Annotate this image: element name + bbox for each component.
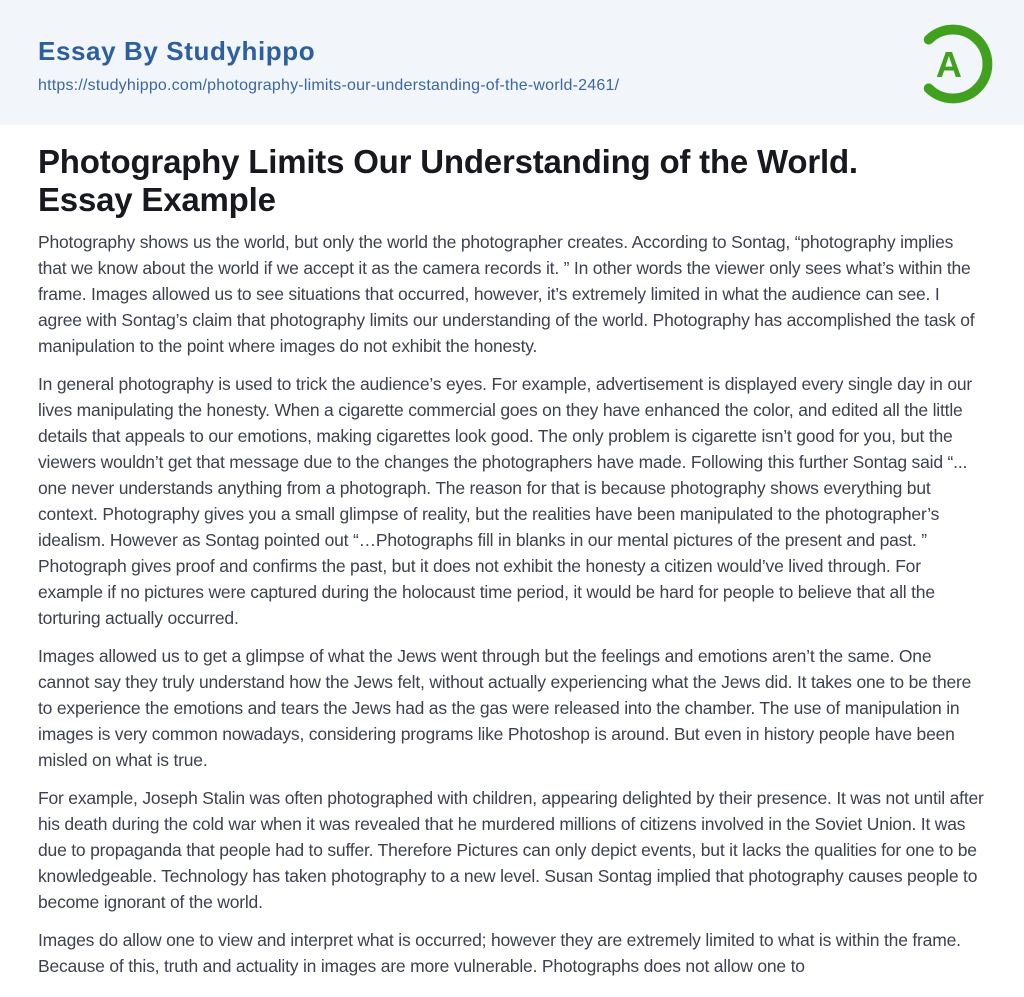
- essay-paragraph: For example, Joseph Stalin was often photographed with children, appearing delighted by their presence. It was not until after his death during the cold war when it was revealed that he murdered millions of citizens involved in the Soviet Union. It was due to propaganda that people had to suffer. Therefore Pictures can only depict events, but it lacks the qualities for one to be knowledgeable. Technology has taken photography to a new level. Susan Sontag implied that photography causes people to become ignorant of the world.: [38, 788, 984, 912]
- essay-paragraph: In general photography is used to trick the audience’s eyes. For example, advertisement is displayed every single day in our lives manipulating the honesty. When a cigarette commercial goes on they have enhanced the color, and edited all the little details that appeals to our emotions, making cigarettes look good. The only problem is cigarette isn’t good for you, but the viewers wouldn’t get that message due to the changes the photographers have made. Following this further Sontag said “... one never understands anything from a photograph. The reason for that is because photography shows everything but context. Photography gives you a small glimpse of reality, but the realities have been manipulated to the photographer’s idealism. However as Sontag pointed out “…Photographs fill in blanks in our mental pictures of the present and past. ” Photograph gives proof and confirms the past, but it does not exhibit the honesty a citizen would’ve lived through. For example if no pictures were captured during the holocaust time period, it would be hard for people to believe that all the torturing actually occurred.: [38, 374, 973, 628]
- essay-paragraph: Images allowed us to get a glimpse of what the Jews went through but the feelings and emotions aren’t the same. One cannot say they truly understand how the Jews felt, without actually experiencing what the Jews did. It takes one to be there to experience the emotions and tears the Jews had as the gas were released into the chamber. The use of manipulation in images is very common nowadays, considering programs like Photoshop is around. But even in history people have been misled on what is true.: [38, 646, 972, 770]
- essay-content: [0, 125, 1024, 979]
- page-header: [0, 0, 1024, 125]
- essay-paragraph: Images do allow one to view and interpret what is occurred; however they are extremely limited to what is within the frame. Because of this, truth and actuality in images are more vulnerable. Photographs does not allow one to: [38, 930, 961, 976]
- essay-title: Photography Limits Our Understanding of the World. Essay Example: [38, 143, 858, 218]
- logo-letter: A: [935, 43, 962, 85]
- essay-url-link[interactable]: https://studyhippo.com/photography-limits-our-understanding-of-the-world-2461/: [38, 76, 620, 94]
- essay-paragraph: Photography shows us the world, but only the world the photographer creates. According to Sontag, “photography implies that we know about the world if we accept it as the camera records it. ” In other words the viewer only sees what’s within the frame. Images allowed us to see situations that occurred, however, it’s extremely limited in what the audience can see. I agree with Sontag’s claim that photography limits our understanding of the world. Photography has accomplished the task of manipulation to the point where images do not exhibit the honesty.: [38, 232, 975, 356]
- site-attribution-heading: Essay By Studyhippo: [38, 35, 316, 66]
- header-text-block: [38, 32, 619, 94]
- studyhippo-logo-icon: [912, 23, 994, 105]
